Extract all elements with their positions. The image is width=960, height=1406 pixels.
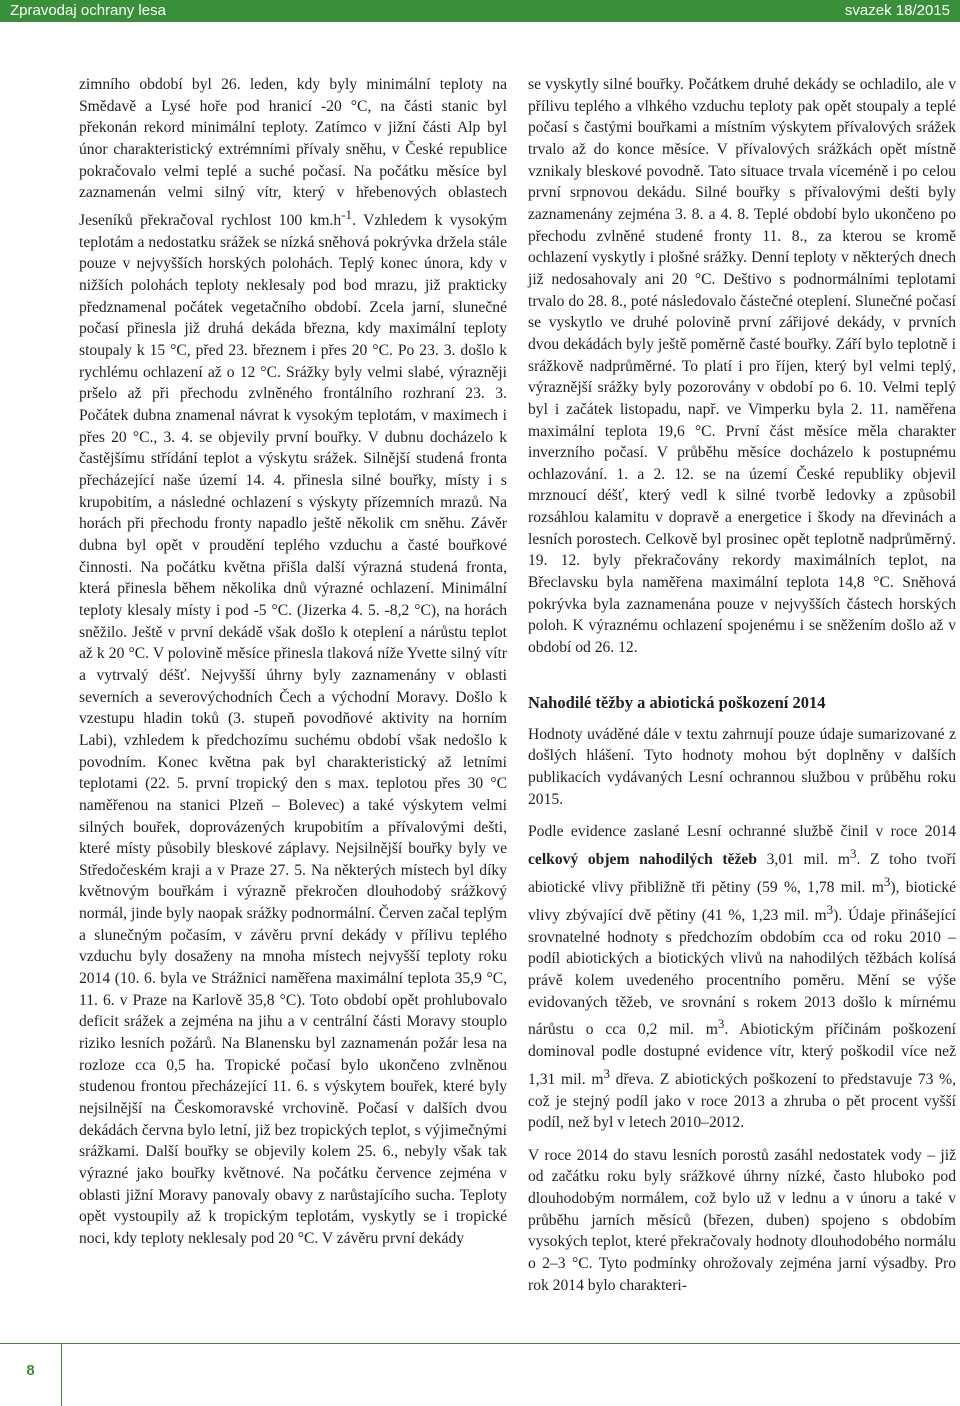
superscript: 3 bbox=[826, 901, 834, 917]
journal-title: Zpravodaj ochrany lesa bbox=[10, 2, 166, 19]
drought-paragraph: V roce 2014 do stavu lesních porostů zasáhl nedostatek vody – již od začátku roku byly srážkové úhrny nízké, často hluboko pod dlouhodobým normálem, což bylo už v lednu a v únoru a také v průběhu jarních měsíců (březen, duben) spojeno s obdobím vysokých teplot, které překračovaly hodnoty dlouhodobého normálu o 2–3 °C. Tyto podmínky ohrožovaly zejména jarní výsadby. Pro rok 2014 bylo charakteri- bbox=[528, 1146, 956, 1294]
left-column-text: zimního období byl 26. leden, kdy byly minimální teploty na Smědavě a Lysé hoře pod hranicí -20 °C, na části stanic byl překonán rekord minimální teploty. Zatímco v jižní části Alp byl únor charakteristický extrémními přívaly sněhu, v České republice pokračovalo velmi teplé a suché počasí. Na počátku měsíce byl zaznamenán velmi silný vítr, který v hřebenových oblastech Jeseníků překračoval rychlost 100 $km.h^{-1}$. Vzhledem k vysokým teplotám a nedostatku srážek se nízká sněhová pokrývka držela stále pouze v nejvyšších horských polohách. Teplý konec února, kdy v nižších polohách teploty neklesaly pod bod mrazu, již prakticky předznamenal počátek vegetačního období. Zcela jarní, slunečné počasí přinesla již druhá dekáda března, kdy maximální teploty stoupaly k 15 °C, před 23. březnem i přes 20 °C. Po 23. 3. došlo k rychlému ochlazení až o 12 °C. Srážky byly velmi slabé, výrazněji pršelo až při přechodu zvlněného frontálního rozhraní 23. 3. Počátek dubna znamenal návrat k vysokým teplotám, v maximech i přes 20 °C., 3. 4. se objevily první bouřky. V dubnu docházelo k častějšímu střídání teplot a výskytu srážek. Silnější studená fronta přecházející naše území 14. 4. přinesla silné bouřky, místy i s krupobitím, a následné ochlazení s výskyty přízemních mrazů. Na horách při přechodu fronty napadlo ještě několik cm sněhu. Závěr dubna byl opět v proudění teplého vzduchu a časté bouřkové činnosti. Na počátku května přišla další výrazná studená fronta, která přinesla během několika dnů výrazné ochlazení. Minimální teploty klesaly místy i pod -5 °C. (Jizerka 4. 5. -8,2 °C), na horách sněžilo. Ještě v první dekádě však došlo k oteplení a nárůstu teplot až k 20 °C. V polovině měsíce přinesla tlaková níže Yvette silný vítr a vytrvalý déšť. Nejvyšší úhrny byly zaznamenány v oblasti severních a severovýchodních Čech a východní Moravy. Došlo k vzestupu hladin toků (3. stupeň povodňové aktivity na horním Labi), vzhledem k předchozímu suchému období však nedošlo k povodním. Konec května pak byl charakteristický až letními teplotami (22. 5. první tropický den s max. teplotou přes 30 °C naměřenou na stanici Plzeň – Bolevec) a také výskytem velmi silných bouřek, doprovázených krupobitím a přívalovými dešti, které místy působily bleskové záplavy. Nejsilnější bouřky byly ve Středočeském kraji a v Praze 27. 5. Na některých místech byl díky květnovým bouřkám i výrazně překročen dlouhodobý srážkový normál, jinde byly naopak srážky podnormální. Červen začal teplým a slunečným počasím, v závěru první dekády v přílivu teplého vzduchu byly dosaženy na mnoha místech nejvyšší teploty roku 2014 (10. 6. byla ve Strážnici naměřena maximální teplota 35,9 °C, 11. 6. v Praze na Karlově 35,8 °C). Toto období opět prohlubovalo deficit srážek a zejména na jihu a v centrální části Moravy stouplo riziko lesních požárů. Na Blanensku byl zaznamenán požár lesa na rozloze cca 0,5 ha. Tropické počasí bylo ukončeno zvlněnou studenou frontou přecházející 11. 6. s výskytem bouřek, které byly nejsilnější na Českomoravské vrchovině. Počasí v dalších dvou dekádách června bylo letní, již bez tropických teplot, s výjimečnými srážkami. Další bouřky se objevily kolem 25. 6., nebyly však tak výrazné jako bouřky květnové. Na počátku července zejména v oblasti jižní Moravy panovaly obavy z narůstajícího sucha. Teploty opět vystoupily až k tropickým teplotám, vyskytly se i tropické noci, kdy teploty neklesaly pod 20 °C. V závěru první dekády bbox=[79, 76, 507, 1247]
volume-paragraph bbox=[528, 821, 956, 1133]
text-run: dřeva. Z abiotických poškození to představuje 73 %, což je stejný podíl jako v roce 2013 a zhruba o pět procent vyšší podíl, než byl v letech 2010–2012. bbox=[528, 1070, 956, 1132]
weather-paragraph: se vyskytly silné bouřky. Počátkem druhé dekády se ochladilo, ale v přílivu teplého a vlhkého vzduchu teploty pak opět stoupaly a teplé počasí s častými bouřkami a místním výskytem přívalových srážek trvalo až do konce měsíce. V přívalových srážkách opět místně vznikaly bleskové povodně. Tato situace trvala víceméně i po celou první srpnovou dekádu. Silné bouřky s přívalovými dešti byly zaznamenány zejména 3. 8. a 4. 8. Teplé období bylo ukončeno po přechodu zvlněné studené fronty 11. 8., za kterou se kromě ochlazení vyskytly i plošné srážky. Denní teploty v některých dnech již nedosahovaly ani 20 °C. Deštivo s podnormálními teplotami trvalo do 28. 8., poté následovalo částečné oteplení. Slunečné počasí se vyskytlo ve druhé polovině první zářijové dekády, v prvních dvou dekádách byly ještě poměrně časté bouřky. Září bylo teplotně i srážkově nadprůměrné. To platí i pro říjen, který byl velmi teplý, výraznější srážky byly pozorovány v období po 6. 10. Velmi teplý byl i začátek listopadu, např. ve Vimperku byla 2. 11. naměřena maximální teplota 19,6 °C. První část měsíce měla charakter inverzního počasí. V průběhu měsíce docházelo k postupnému ochlazování. 1. a 2. 12. se na území České republiky objevil mrznoucí déšť, který vedl k silné tvorbě ledovky a způsobil rozsáhlou kalamitu v dopravě a energetice i škody na dřevinách a lesních porostech. Celkově byl prosinec opět teplotně nadprůměrný. 19. 12. byly překračovány rekordy maximálních teplot, na Břeclavsku byla naměřena maximální teplota 14,8 °C. Sněhová pokrývka byla zaznamenána pouze v nejvyšších částech horských poloh. K výraznému ochlazení spojenému i se sněžením došlo až v období od 26. 12. bbox=[528, 76, 956, 657]
superscript: -1 bbox=[341, 206, 353, 222]
right-column bbox=[528, 74, 956, 1296]
running-header bbox=[0, 0, 960, 22]
text-run: ). Údaje přinášející srovnatelné hodnoty s předchozím obdobím cca od roku 2010 – podíl abiotických a biotických vlivů na nahodilých těžbách kolísá právě kolem uvedeného procentního poměru. Mění se výše evidovaných těžeb, ve srovnání s rokem 2013 došlo k mírnému nárůstu o cca 0,2 mil. m bbox=[528, 906, 956, 1039]
text-run: . Z toho tvoří abiotické vlivy přibližně tři pětiny (59 %, 1,78 mil. m bbox=[528, 851, 956, 897]
volume-label: svazek 18/2015 bbox=[844, 2, 950, 19]
text-run: Podle evidence zaslané Lesní ochranné službě činil v roce 2014 bbox=[528, 823, 956, 841]
intro-paragraph: Hodnoty uváděné dále v textu zahrnují pouze údaje sumarizované z došlých hlášení. Tyto hodnoty mohou být doplněny v dalších publikacích vydávaných Lesní ochrannou službou v průběhu roku 2015. bbox=[528, 725, 956, 808]
superscript: 3 bbox=[883, 873, 891, 889]
bold-phrase: celkový objem nahodilých těžeb bbox=[528, 851, 757, 869]
text-run: ), biotické vlivy zbývající dvě pětiny (41 %, 1,23 mil. m bbox=[528, 879, 956, 924]
left-column bbox=[79, 74, 507, 1250]
superscript: 3 bbox=[603, 1065, 610, 1081]
text-run: 3,01 mil. m bbox=[757, 851, 850, 869]
section-heading: Nahodilé těžby a abiotická poškození 2014 bbox=[528, 692, 826, 712]
text-run: . Abiotickým příčinám poškození dominoval podle dostupné evidence vítr, který poškodil více než 1,31 mil. m bbox=[528, 1021, 956, 1088]
superscript: 3 bbox=[850, 846, 857, 861]
superscript: 3 bbox=[717, 1016, 725, 1032]
page-number: 8 bbox=[0, 1343, 62, 1406]
footer-rule bbox=[62, 1343, 960, 1344]
